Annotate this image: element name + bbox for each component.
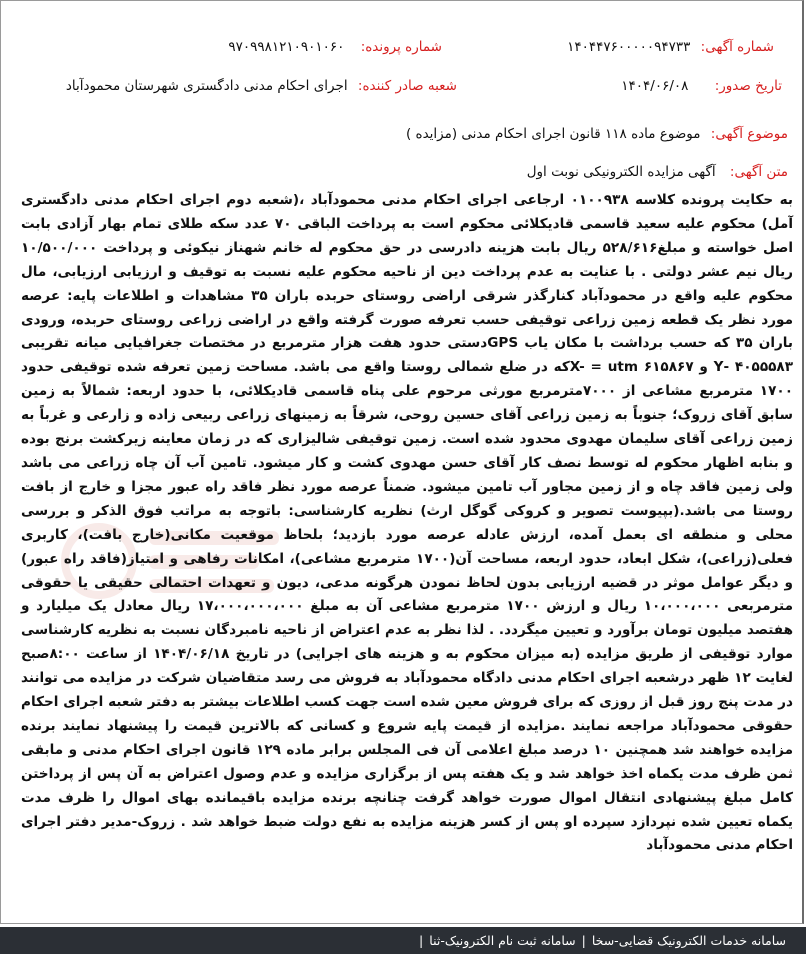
text-label: متن آگهی:: [729, 164, 788, 180]
footer-separator: |: [581, 933, 586, 948]
text-title-row: [527, 163, 788, 181]
issue-date-value: ۱۴۰۴/۰۶/۰۸: [621, 78, 689, 94]
text-title: آگهی مزایده الکترونیکی نوبت اول: [526, 164, 716, 180]
footer-link-sana[interactable]: سامانه ثبت نام الکترونیک-ثنا: [429, 933, 576, 948]
branch-value: اجرای احکام مدنی دادگستری شهرستان محمودآباد: [65, 78, 348, 94]
notice-number-row: [567, 38, 774, 56]
case-number-row: [228, 38, 442, 56]
case-number-label: شماره پرونده:: [360, 39, 442, 55]
footer-bar: [0, 927, 806, 954]
issue-date-row: [621, 77, 782, 95]
case-number-value: ۹۷۰۹۹۸۱۲۱۰۹۰۱۰۶۰: [228, 39, 345, 55]
branch-row: [66, 77, 457, 95]
branch-label: شعبه صادر کننده:: [357, 78, 457, 94]
footer-separator-end: |: [419, 933, 424, 948]
subject-label: موضوع آگهی:: [710, 126, 788, 142]
footer-link-sakha[interactable]: سامانه خدمات الکترونیک قضایی-سخا: [591, 933, 786, 948]
notice-body: به حکایت پرونده کلاسه ۰۱۰۰۹۳۸ ارجاعی اجرای احکام مدنی محمودآباد ،(شعبه دوم اجرای احکام مدنی دادگستری آمل) محکوم علیه سعید قاسمی قادیکلائی محکوم است به پرداخت الباقی ۷۰ عدد سکه طلای تمام بهار آزادی بابت اصل خواسته و مبلغ۵۲۸/۶۱۶ ریال بابت هزینه دادرسی در حق محکوم له خانم شهناز نیکوئی و پرداخت ۱۰/۵۰۰/۰۰۰ ریال نیم عشر دولتی . با عنایت به عدم پرداخت دین از ناحیه محکوم علیه نسبت به توقیف و ارزیابی ارزیابی، مال محکوم علیه واقع در محمودآباد کنارگذر شرقی اراضی روستای حربده باران ۳۵ مشاهدات و اطلاعات پایه: عرصه مورد نظر یک قطعه زمین زراعی توقیفی حسب تعرفه صورت گرفته واقع در اراضی زراعی روستای حربده، ورودی باران ۳۵ که حسب برداشت با مکان یاب GPSدستی حدود هفت هزار مترمربع در مختصات جغرافیایی میانه تقریبی ۴۰۵۵۵۸۳ -Y و X- = utm ۶۱۵۸۶۷که در ضلع شمالی روستا واقع می باشد. مساحت زمین تعرفه شده توقیفی حدود ۱۷۰۰ مترمربع مشاعی از ۷۰۰۰مترمربع مورثی مرحوم علی پناه قاسمی قادیکلائی، با حدود اربعه: شمالاً به زمین سابق آقای زروک؛ جنوباً به زمین زراعی آقای حسین روحی، شرقاً به زمینهای زراعی ربیعی زاده و زارعی و غرباً به زمین زراعی آقای سلیمان مهدوی محدود شده است. زمین توقیفی شالیزاری که در زمان معاینه زیرکشت برنج بوده و بنابه اظهار محکوم له توسط نصف کار آقای حسن مهدوی کشت و کار میشود. تامین آب آن چاه زراعی می باشد ولی زمین فاقد چاه و از زمین مجاور آب تامین میشود. ضمناً عرصه مورد نظر فاقد راه عبور مجزا و خارج از بافت روستا می باشد.(بپیوست تصویر و کروکی گوگل ارث) نظریه کارشناسی: باتوجه به مراتب فوق الذکر و بررسی محلی و منطقه ای بعمل آمده، ارزش عادله عرصه مورد بازدید؛ بلحاظ موقعیت مکانی(خارج بافت)، کاربری فعلی(زراعی)، شکل ابعاد، حدود اربعه، مساحت آن(۱۷۰۰ مترمربع مشاعی)، امکانات رفاهی و امتیاز(فاقد راه عبور) و دیگر عوامل موثر در قضیه ارزیابی بدون لحاظ نمودن هرگونه مدعی، دیون و تعهدات احتمالی حقیقی یا حقوقی مترمربعی ۱۰،۰۰۰،۰۰۰ ریال و ارزش ۱۷۰۰ مترمربع مشاعی آن به مبلغ ۱۷،۰۰۰،۰۰۰،۰۰۰ ریال معادل یک میلیارد و هفتصد میلیون تومان برآورد و تعیین میگردد. . لذا نظر به عدم اعتراض از ناحیه نامبردگان نسبت به نظریه کارشناسی موارد توقیفی از طریق مزایده (به میزان محکوم به و هزینه های اجرایی) در تاریخ ۱۴۰۴/۰۶/۱۸ از ساعت ۸:۰۰صبح لغایت ۱۲ ظهر درشعبه اجرای احکام مدنی دادگاه محمودآباد به فروش می رسد متقاضیان شرکت در مزایده می توانند در مدت پنج روز قبل از روزی که برای فروش معین شده است جهت کسب اطلاعات بیشتر به دفتر شعبه اجرای احکام حقوقی محمودآباد مراجعه نمایند .مزایده از قیمت پایه شروع و کسانی که بالاترین قیمت را پیشنهاد نمایند برنده مزایده خواهند شد همچنین ۱۰ درصد مبلغ اعلامی آن فی المجلس برابر ماده ۱۲۹ قانون اجرای احکام مدنی و مابقی ثمن ظرف مدت یکماه اخذ خواهد شد و یک هفته پس از برگزاری مزایده و عدم وصول اعتراض به آن پس از پرداختن کامل مبلغ پیشنهادی انتقال اموال صورت خواهد گرفت چنانچه برنده مزایده باقیمانده بهای اموال را ظرف مدت یکماه تعیین شده نپردازد سپرده او پس از کسر هزینه مزایده به نفع دولت ضبط خواهد شد . زروک-مدیر دفتر اجرای احکام مدنی محمودآباد: [21, 192, 794, 854]
notice-number-value: ۱۴۰۴۴۷۶۰۰۰۰۰۹۴۷۳۳: [567, 39, 691, 55]
subject-value: موضوع ماده ۱۱۸ قانون اجرای احکام مدنی (مزایده ): [405, 126, 701, 142]
notice-number-label: شماره آگهی:: [700, 39, 774, 55]
issue-date-label: تاریخ صدور:: [714, 78, 782, 94]
subject-row: [406, 125, 788, 143]
